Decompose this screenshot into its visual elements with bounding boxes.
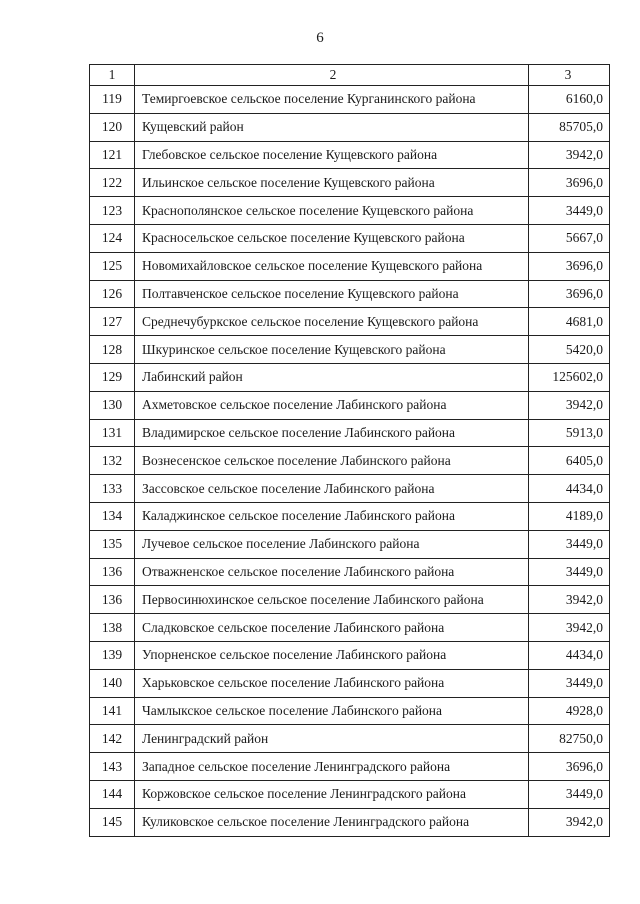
row-number: 141 bbox=[90, 697, 135, 725]
row-value: 4189,0 bbox=[529, 502, 610, 530]
row-value: 3696,0 bbox=[529, 169, 610, 197]
row-name: Ленинградский район bbox=[135, 725, 529, 753]
table-row bbox=[90, 113, 610, 141]
row-value: 4681,0 bbox=[529, 308, 610, 336]
row-number: 131 bbox=[90, 419, 135, 447]
row-value: 6405,0 bbox=[529, 447, 610, 475]
row-value: 3696,0 bbox=[529, 753, 610, 781]
row-number: 125 bbox=[90, 252, 135, 280]
table-header-row bbox=[90, 65, 610, 86]
row-number: 144 bbox=[90, 780, 135, 808]
table-row bbox=[90, 169, 610, 197]
row-number: 136 bbox=[90, 558, 135, 586]
row-name: Куликовское сельское поселение Ленинградского района bbox=[135, 808, 529, 836]
row-number: 129 bbox=[90, 363, 135, 391]
row-value: 82750,0 bbox=[529, 725, 610, 753]
row-value: 3449,0 bbox=[529, 197, 610, 225]
table-row bbox=[90, 419, 610, 447]
table-row bbox=[90, 586, 610, 614]
row-value: 4928,0 bbox=[529, 697, 610, 725]
row-value: 3942,0 bbox=[529, 141, 610, 169]
table-row bbox=[90, 308, 610, 336]
row-number: 124 bbox=[90, 224, 135, 252]
row-name: Чамлыкское сельское поселение Лабинского района bbox=[135, 697, 529, 725]
row-number: 142 bbox=[90, 725, 135, 753]
row-name: Вознесенское сельское поселение Лабинского района bbox=[135, 447, 529, 475]
row-value: 85705,0 bbox=[529, 113, 610, 141]
row-number: 133 bbox=[90, 475, 135, 503]
row-value: 3696,0 bbox=[529, 280, 610, 308]
row-name: Каладжинское сельское поселение Лабинского района bbox=[135, 502, 529, 530]
row-value: 3449,0 bbox=[529, 558, 610, 586]
row-name: Первосинюхинское сельское поселение Лабинского района bbox=[135, 586, 529, 614]
table-body bbox=[90, 65, 610, 837]
row-number: 132 bbox=[90, 447, 135, 475]
row-number: 140 bbox=[90, 669, 135, 697]
row-name: Коржовское сельское поселение Ленинградского района bbox=[135, 780, 529, 808]
row-name: Кущевский район bbox=[135, 113, 529, 141]
table-row bbox=[90, 141, 610, 169]
row-name: Среднечубуркское сельское поселение Кущевского района bbox=[135, 308, 529, 336]
table-row bbox=[90, 753, 610, 781]
row-name: Зассовское сельское поселение Лабинского района bbox=[135, 475, 529, 503]
row-value: 3942,0 bbox=[529, 586, 610, 614]
table-row bbox=[90, 391, 610, 419]
row-number: 136 bbox=[90, 586, 135, 614]
row-name: Глебовское сельское поселение Кущевского района bbox=[135, 141, 529, 169]
row-value: 3942,0 bbox=[529, 808, 610, 836]
row-name: Лабинский район bbox=[135, 363, 529, 391]
table-row bbox=[90, 558, 610, 586]
row-name: Полтавченское сельское поселение Кущевского района bbox=[135, 280, 529, 308]
row-name: Ильинское сельское поселение Кущевского района bbox=[135, 169, 529, 197]
row-value: 125602,0 bbox=[529, 363, 610, 391]
table-row bbox=[90, 530, 610, 558]
header-col-3: 3 bbox=[529, 65, 610, 86]
row-name: Краснополянское сельское поселение Кущевского района bbox=[135, 197, 529, 225]
allocation-table bbox=[89, 64, 610, 837]
row-number: 121 bbox=[90, 141, 135, 169]
row-value: 5420,0 bbox=[529, 336, 610, 364]
table-row bbox=[90, 725, 610, 753]
row-value: 3449,0 bbox=[529, 669, 610, 697]
row-name: Шкуринское сельское поселение Кущевского района bbox=[135, 336, 529, 364]
row-number: 130 bbox=[90, 391, 135, 419]
row-value: 4434,0 bbox=[529, 641, 610, 669]
table-row bbox=[90, 280, 610, 308]
row-name: Владимирское сельское поселение Лабинского района bbox=[135, 419, 529, 447]
table-row bbox=[90, 447, 610, 475]
row-name: Упорненское сельское поселение Лабинского района bbox=[135, 641, 529, 669]
row-name: Западное сельское поселение Ленинградского района bbox=[135, 753, 529, 781]
row-number: 120 bbox=[90, 113, 135, 141]
row-number: 126 bbox=[90, 280, 135, 308]
table-row bbox=[90, 197, 610, 225]
row-value: 3942,0 bbox=[529, 391, 610, 419]
page-number: 6 bbox=[316, 30, 324, 46]
table-row bbox=[90, 780, 610, 808]
row-number: 123 bbox=[90, 197, 135, 225]
row-value: 3449,0 bbox=[529, 780, 610, 808]
table-row bbox=[90, 502, 610, 530]
table-row bbox=[90, 252, 610, 280]
table-row bbox=[90, 697, 610, 725]
table-row bbox=[90, 808, 610, 836]
row-name: Темиргоевское сельское поселение Курганинского района bbox=[135, 86, 529, 114]
table-row bbox=[90, 475, 610, 503]
row-name: Красносельское сельское поселение Кущевского района bbox=[135, 224, 529, 252]
row-number: 135 bbox=[90, 530, 135, 558]
row-name: Сладковское сельское поселение Лабинского района bbox=[135, 614, 529, 642]
row-name: Новомихайловское сельское поселение Кущевского района bbox=[135, 252, 529, 280]
row-number: 134 bbox=[90, 502, 135, 530]
row-number: 138 bbox=[90, 614, 135, 642]
row-value: 3942,0 bbox=[529, 614, 610, 642]
row-value: 3696,0 bbox=[529, 252, 610, 280]
table-row bbox=[90, 86, 610, 114]
table-row bbox=[90, 669, 610, 697]
header-col-1: 1 bbox=[90, 65, 135, 86]
header-col-2: 2 bbox=[135, 65, 529, 86]
table-row bbox=[90, 363, 610, 391]
row-name: Отважненское сельское поселение Лабинского района bbox=[135, 558, 529, 586]
table-row bbox=[90, 336, 610, 364]
row-number: 143 bbox=[90, 753, 135, 781]
row-number: 128 bbox=[90, 336, 135, 364]
table-row bbox=[90, 641, 610, 669]
table-row bbox=[90, 614, 610, 642]
row-name: Харьковское сельское поселение Лабинского района bbox=[135, 669, 529, 697]
row-value: 6160,0 bbox=[529, 86, 610, 114]
row-number: 139 bbox=[90, 641, 135, 669]
row-value: 5913,0 bbox=[529, 419, 610, 447]
row-name: Ахметовское сельское поселение Лабинского района bbox=[135, 391, 529, 419]
row-value: 5667,0 bbox=[529, 224, 610, 252]
row-number: 119 bbox=[90, 86, 135, 114]
row-value: 3449,0 bbox=[529, 530, 610, 558]
row-number: 127 bbox=[90, 308, 135, 336]
row-number: 145 bbox=[90, 808, 135, 836]
table-row bbox=[90, 224, 610, 252]
row-value: 4434,0 bbox=[529, 475, 610, 503]
row-name: Лучевое сельское поселение Лабинского района bbox=[135, 530, 529, 558]
row-number: 122 bbox=[90, 169, 135, 197]
